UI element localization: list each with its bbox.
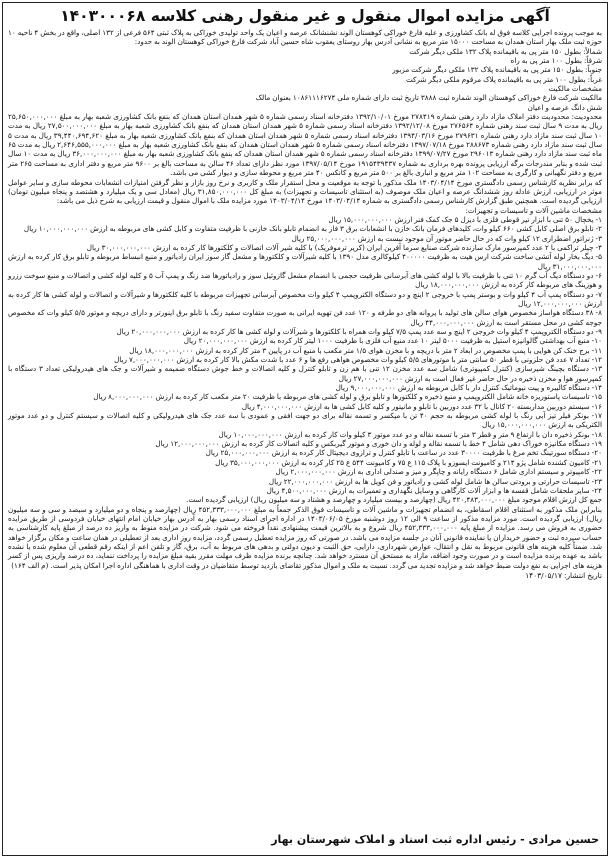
list-item: ۱۹- دستگاه مکانیزه خوراک دهی شامل ۴ خط با تسمه نقاله و لوله و دان خوری و موتور گیربکس و کلیه اتصالات کار کرده به ارزش ۱۲,۰۰۰,۰۰۰,۰۰۰ ریال: [155, 439, 602, 449]
list-item: ۲۱- کامیون کشنده شامل پژو ۲۱۴ و کامیونت ایسوزو با پلاک ۱۱۵ ع ۷۵ و کامیونت ۵۴۴ ع ۲۵ کار کرده به ارزش ۳۵,۰۰۰,۰۰۰,۰۰۰ ریال: [215, 457, 602, 467]
notice-paragraph: که برابر نظریه کارشناس رسمی دادگستری مورخ ۱۴۰۳/۰۴/۱۴ ملک مذکور با توجه به موقعیت و محل استقرار ملک و کاربری و نرخ روز بازار و نظر گرفتن امتیازات انشعابات محوطه سازی و سایر عوامل موثر در ارزیابی، ارزش عادله روز ششدانگ عرصه و اعیان ملک موصوف (به استثنای تاسیسات و تجهیزات) به مبلغ کل ۳۱,۸۵۰,۰۰۰,۰۰۰ ریال (معادل سی و یک میلیارد و هشتصد و پنجاه میلیون تومان) ارزیابی گردیده است. همچنین طبق گزارش کارشناس رسمی دادگستری به شماره ۱۴۰۳/۰۴/۱۴ مورخ ۱۴۰۳/۰۴/۱۴ مورد مزایده ملک با اموال منقول و قیمت ارزیابی به شرح ذیل می باشد:: [8, 177, 602, 206]
list-item: ۱۴- دستگاه کالیبره و پیت نیوماتیک کنترل دار با کابل مربوطه به ارزش ۹,۰۰۰,۰۰۰,۰۰۰ ریال: [335, 383, 602, 393]
list-item: ۸- ۳۸ دستگاه هواساز مخصوص هوای سالن های تولید با پروانه های دو طرفه و ۱۲۰ عدد فن تهویه ایرانی به صورت متفاوت سفید رنگ با تابلو برق اینورتر و دارای دریچه و موتور ۵/۵ کیلو وات که مخصوص جوجه کشی در محل مستقر است به ارزش ۴۴,۰۰۰,۰۰۰,۰۰۰ ریال: [8, 308, 602, 327]
list-item: ۴- چیلر تراکمی با ۲ عدد کمپرسور مارک سازنده شرکت صنایع سرما آفرین ایران (کریر ترموفریک) با کلیه شیر آلات اتصالات و کلکتورها کار کرده به ارزش ۳۰,۰۰۰,۰۰۰,۰۰۰ ریال: [86, 242, 602, 252]
list-item: ۲۳- تاسیسات حرارتی و برودتی سالن ها شامل لوله کشی و رادیاتور و فن کویل ها به ارزش ۲۲,۰۰۰,۰۰۰,۰۰۰ ریال: [268, 476, 602, 486]
notice-paragraph: شمالاً: بطول ۱۵۰ متر پی به باقیمانده پلاک ۱۳۲ ملکی دیگر شرکت: [409, 46, 602, 56]
list-item: ۶- دو دستگاه دیگ آب گرم ۱۰ تنی با ظرفیت بالا با لوله کشی های آبرسانی ظرفیت حجمی با انضمام مشعل گازوئیل سوز و رادیاتورها ضد زنگ و پمپ آب ۵ و کلیه لوله کشی و اتصالات و منبع سوخت رزرو و هوزینگ های مربوطه کار کرده به ارزش ۱۸,۰۰۰,۰۰۰,۰۰۰ ریال: [8, 270, 602, 290]
notice-paragraph: مالکیت شرکت فارغ خوراکی کوهستان الوند شماره ثبت ۳۸۸۸ تاریخ ثبت دارای شماره ملی ۱۰۸۶۱۱۱۶۲۷۴ بعنوان مالک: [255, 93, 602, 103]
notice-paragraph: شش دانگ عرصه و اعیان: [527, 102, 602, 112]
notice-paragraph: مشخصات مالکیت: [548, 84, 602, 94]
list-item: ۳- ژنراتور اضطراری ۱۲ کیلو وات که در حال حاضر موتور آن موجود نیست به ارزش ۲۵,۰۰۰,۰۰۰,۰۰۰ ریال: [291, 233, 602, 243]
notice-paragraph: غرباً: بطول ۱۰۰ متر پی به باقیمانده پلاک مرقوم ملکی دیگر شرکت: [405, 74, 602, 84]
list-item: ۱۳- دستگاه بچینگ شیرسازی (کنترل کمپیوتری) شامل سه عدد مخزن ۱۲ تنی با هم زن و تابلو کنترل و کلیه اتصالات و خط جوش دستگاه ضمیمه و شیرآلات و جک های هیدرولیکی تعداد ۳ دستگاه با کمپرسور هوا و مخزن ذخیره در حال حاضر غیر فعال است به ارزش ۲۷,۰۰۰,۰۰۰,۰۰۰ ریال: [8, 364, 602, 383]
list-item: ۱۰- منبع آب بهداشتی گالوانیزه استیل به ظرفیت ۵۰۰۰ لیتر ۱۰ عدد منبع آب فلزی با ظرفیت ۱۰۰۰ لیتر کار کرده به ارزش ۲۰,۰۰۰,۰۰۰,۰۰۰ ریال: [183, 336, 602, 346]
list-item: ۲۰- دستگاه سورتینگ تخم مرغ با ظرفیت ۳۰۰۰۰ عدد در ساعت با تابلو کنترل و ترازوی دیجیتال کار کرده به ارزش ۲۵,۰۰۰,۰۰۰,۰۰۰ ریال: [205, 448, 602, 458]
notice-paragraph: جنوباً: بطول ۱۵۰ متر پی به باقیمانده پلاک ۱۳۲ ملکی دیگر شرکت مزبور: [392, 65, 602, 75]
list-item: ۹- دو دستگاه الکتروپمپ ۴ کیلو وات خروجی ۲ اینچ و سه عدد پمپ ۷/۵ کیلو وات همراه با کلکتورها و شیرآلات و لوله کشی ها کار کرده به ارزش ۲۰,۰۰۰,۰۰۰,۰۰۰ ریال: [116, 327, 602, 336]
publication-date: تاریخ انتشار: ۱۴۰۳/۰۵/۱۷: [525, 570, 602, 580]
list-item: ۱۲- تعداد ۷ عدد فن حلزونی با قطر ۵۰ سانتی متر با موتورهای ۵/۵ کیلو وات مخصوص هواهی رفع ها و ۶ عدد با شدت مکش بالا کار کرده به ارزش ۷,۰۰۰,۰۰۰,۰۰۰ ریال: [114, 355, 602, 365]
notice-paragraph: محدودیت: محدودیت دفتر املاک مازاد دارد رهنی شماره ۲۷۸۴۱۹ مورخ ۱۳۹۲/۱۰/۰۱ دفترخانه اسناد رسمی شماره ۵ شهر همدان استان همدان که بنفع بانک کشاورزی شعبه بهار به مبلغ ۲۵,۶۵۰,۰۰۰,۰۰۰ ریال به مدت ۹ سال ثبت سند رهنی شماره ۲۷۶۵۶۴ مورخ ۱۳۹۲/۱۲/۰۸ دفترخانه اسناد رسمی شماره ۵ شهر همدان استان همدان که بنفع بانک کشاورزی شعبه بهار به مبلغ ۲۷,۵۰۰,۰۰۰,۰۰۰ ریال به مدت ۱۰ سال ثبت سند مازاد دارد رهنی شماره ۲۷۹۶۳۱ مورخ ۱۳۹۴/۰۳/۱۶ دفترخانه اسناد رسمی شماره ۵ شهر همدان استان همدان که بنفع بانک کشاورزی شعبه بهار به مبلغ ۳۹,۴۴۰,۶۹۴,۶۲۰ ریال به مدت ۵ سال ثبت سند مازاد دارد رهنی شماره ۲۸۸۶۷۳ مورخ ۱۳۹۷/۰۷/۱۸ دفترخانه اسناد رسمی شماره ۵ شهر همدان استان همدان که بنفع بانک کشاورزی شعبه بهار به مبلغ ۲,۶۴۶,۵۵۵,۰۰۰,۰۰۰ ریال به مدت ۶۵ ماه ثبت سند مازاد دارد رهنی شماره ۲۹۶۰۱۳ مورخ ۱۳۹۹/۰۷/۲۷ دفترخانه اسناد رسمی شماره ۵ شهر همدان استان همدان که بنفع بانک کشاورزی شعبه بهار به مبلغ ۳۶,۰۰۰,۰۰۰,۰۰۰ ریال به مدت ۱۰ سال ثبت شده و بنابر مندرجات برگه ارزیابی پرونده بهره برداری به شماره ۱۹۱۵۴۳۹۴۳۷ مورخ ۱۳۹۷/۰۵/۱۴ مورد نظر دارای تعداد ۴۶ سالن به مساحت بالغ بر ۹۶۰۰ متر مربع و دفتر اداری به مساحت ۲۶۵ متر مربع و دفتر نگهبانی و کارگری به مساحت ۱۰۲ متر مربع و انباری بالغ بر ۵۰۰ متر مربع و کانکس ۴۰ متر مربع و محوطه سازی و دیوار کشی می باشد.: [8, 112, 603, 178]
list-item: ۱- یخچال ۵۰ تنی با ابزار تیر قوطی فلزی با دیزل ۵ جک کمک فنر ارزش ۱۵,۰۰۰,۰۰۰,۰۰۰ ریال: [328, 214, 602, 224]
closing-paragraph: بنابراین ملک مذکور به استثنای اقلام اسقاطی، به انضمام تجهیزات و ماشین آلات و تاسیسات فوق الذکر جمعاً به مبلغ ۴۵۲,۳۳۳,۰۰۰,۰۰۰ ریال (چهارصد و پنجاه و دو میلیارد و سیصد و سی و سه میلیون ریال) ارزیابی گردیده است. مورد مزایده مذکور از ساعت ۹ الی ۱۲ روز دوشنبه مورخ ۱۴۰۳/۰۶/۰۵ در اداره اجرای اسناد رسمی بهار به آدرس بهار خیابان امام انتهای خیابان فردوسی از طریق مزایده حضوری به فروش می رسد. مزایده از مبلغ پایه ۴۵۲,۳۳۳,۰۰۰,۰۰۰ ریال شروع و به بالاترین قیمت پیشنهادی نقداً فروخته می شود. شرکت در مزایده منوط به واریز ده درصد از مبلغ پایه کارشناسی به حساب سپرده ثبت و حضور خریداران یا نماینده قانونی آنان در جلسه مزایده می باشد. در صورتی که روز مزایده تعطیل رسمی گردد، مزایده روز اداری بعد از تعطیلی در همان ساعت و مکان برگزار خواهد شد. ضمناً کلیه هزینه های قانونی مربوط به نقل و انتقال، عوارض شهرداری، دارایی، حق الثبت و دیون دولتی و بدهی های مربوط به آب، برق، گاز و تلفن اعم از اینکه رقم قطعی آن معلوم شده یا نشده باشد به عهده برنده مزایده است و در صورت وجود اضافه، مازاد به مستحق آن مسترد خواهد شد. چنانچه برنده مزایده ظرف مهلت مقرر بقیه مبلغ مزایده را پرداخت ننماید، ده درصد واریزی پس از کسر هزینه های اجرایی به نفع دولت ضبط خواهد شد و مزایده تجدید می گردد. نسبت به ملک و اموال مذکور تقاضای بازدید توسط متقاضیان در وقت اداری با هماهنگی اداره اجرا امکان پذیر است. (م الف ۱۶۴): [8, 504, 603, 570]
list-item: ۲- تابلو برق اصلی کابل کشی ۶۶۰ کیلو وات، کلیدهای فرمان بانک خازن با انشعابات برق ۳ فاز به انضمام تابلو بانک خازنی با ظرفیت متفاوت و کابل کشی های مربوطه به ارزش ۱۰,۰۰۰,۰۰۰,۰۰۰ ریال: [23, 224, 602, 234]
list-item: ۲۴- سایر ملحقات شامل قفسه ها و ابزار آلات کارگاهی و وسایل نگهداری و تعمیرات به ارزش ۴,۵۰۰,۰۰۰,۰۰۰ ریال: [266, 485, 602, 495]
notice-paragraph: مشخصات ماشین آلات و تاسیسات و تجهیزات:: [465, 205, 602, 215]
signature-line: حسین مرادی - رئیس اداره ثبت اسناد و املاک شهرستان بهار: [271, 833, 599, 846]
notice-title: آگهی مزایده اموال منقول و غیر منقول رهنی کلاسه ۱۴۰۳۰۰۰۶۸: [60, 7, 550, 25]
list-item: ۱۵- تاسیسات پاستوریزه خانه شامل الکتروپمپ و منبع ذخیره و کلکتورها و تابلو برق و لوله کشی های مربوطه با ظرفیت ۲۰ متر مکعب کار کرده به ارزش ۸,۰۰۰,۰۰۰,۰۰۰ ریال: [93, 392, 602, 402]
list-item: ۵- دیگ بخار لوله آتشی ساخت شرکت ارس هیت به ظرفیت ۴۰۰۰۰۰ کیلوکالری مدل ۱۳۹۰ با کلیه شیرآلات و کلکتورها و مشعل گاز سوز ایران رادیاتور و منبع انبساط مربوطه و تابلو برق کار کرده به ارزش ۳۱,۰۰۰,۰۰۰,۰۰۰ ریال: [8, 252, 602, 271]
list-item: ۱۸- بونکر ذخیره دان با ارتفاع ۹ متر و قطر ۳ متر با تسمه نقاله و دو عدد موتور ۳ کیلو وات کار کرده به ارزش ۱۰,۰۰۰,۰۰۰,۰۰۰ ریال: [218, 429, 602, 439]
notice-paragraph: شرقاً: بطول ۱۰۰ متر پی به راه: [510, 56, 602, 66]
notice-paragraph: به موجب پرونده اجرایی کلاسه فوق له بانک کشاورزی و علیه فارغ خوراکی کوهستان الوند نشنشانک عرصه و اعیان یک واحد تولیدی خوراکی به پلاک ثبتی ۵۶۴ فرعی از ۱۳۲ اصلی، واقع در بخش ۴ ناحیه ۱۰ حوزه ثبت ملک بهار استان همدان به مساحت ۱۵۰۰۰ متر مربع به نشانی آدرس بهار روستای یعقوب شاه حسین آباد شرکت فارغ خوراکی کوهستان الوند به حدود:: [8, 28, 602, 47]
list-item: ۱۶- سیستم دوربین مداربسته ۲۰ کانال با ۳۲ عدد دوربین با تابلو و مانیتور و کلیه کابل کشی ها به ارزش ۴,۰۰۰,۰۰۰,۰۰۰ ریال: [241, 401, 602, 411]
notice-body: [8, 28, 602, 581]
list-item: ۱۱- برج خنک کن هوایی با پمپ مخصوص در ابعاد ۲ متر با دریچه و با مخزن هوای ۱/۵ متر مکعب با منبع آب در پایین ۳ متر کار کرده به ارزش ۱۸,۰۰۰,۰۰۰,۰۰۰ ریال: [129, 345, 602, 355]
list-item: ۲۲- کامپیوتر و سیستم اداری شامل ۶ دستگاه رایانه و چاپگر و میز و صندلی اداری به ارزش ۲,۰۰۰,۰۰۰,۰۰۰ ریال: [275, 467, 602, 477]
auction-notice: [2, 2, 608, 856]
list-item: ۷- دو دستگاه پمپ آب ۴ کیلو وات و بوستر پمپ با خروجی ۲ اینچ و دو دستگاه الکتروپمپ ۴ کیلو وات مخصوص آبرسانی تجهیزات مربوطه با کلیه کلکتورها و شیرآلات و اتصالات و لوله کشی ها کار کرده به ارزش ۱۲,۰۰۰,۰۰۰,۰۰۰ ریال: [8, 289, 602, 308]
list-item: ۱۷- بونکر فیلر تیز آبی رنگ با لوله کشی مربوطه به حجم ۴۰ تن با میکسر و تسمه نقاله برای دو جهت افقی و عمودی با سه عدد جک های هیدرولیکی و کلیه اتصالات و سیستم کنترل و دو عدد موتور الکتریکی به ارزش ۱۵,۰۰۰,۰۰۰,۰۰۰ ریال: [8, 411, 602, 430]
closing-paragraph: جمع کل ارزش اقلام موجود مبلغ ۴۲۰,۴۸۳,۰۰۰,۰۰۰ ریال (چهارصد و بیست میلیارد و چهارصد و هشتاد و سه میلیون ریال) ارزیابی گردیده است.: [186, 495, 602, 505]
